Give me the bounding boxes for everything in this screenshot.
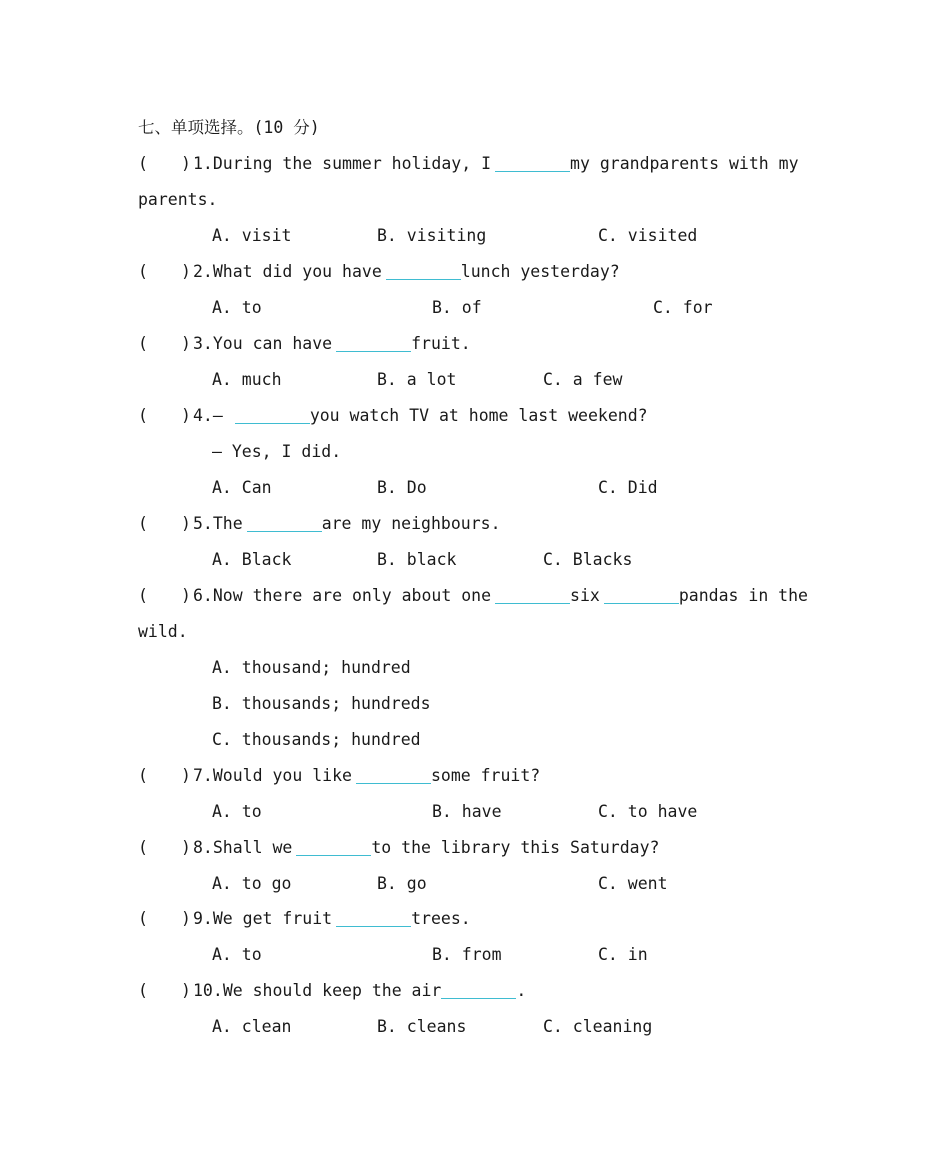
question-text <box>193 514 501 534</box>
question-number: 4. <box>193 406 213 425</box>
option-a[interactable]: A. much <box>212 370 282 389</box>
question-stem-cont: some fruit? <box>430 766 541 785</box>
option-a[interactable]: A. thousand; hundred <box>212 658 411 677</box>
question-number: 3. <box>193 334 213 353</box>
question-stem: Shall we <box>212 838 293 857</box>
question-text <box>193 154 799 174</box>
answer-paren-close: ) <box>181 154 191 173</box>
question-stem: — <box>212 406 223 425</box>
question-number: 10. <box>193 981 223 1000</box>
question-stem: Now there are only about one <box>212 586 492 605</box>
question-stem: We should keep the air <box>222 981 442 1000</box>
option-c[interactable]: C. in <box>598 945 648 964</box>
question-text <box>193 766 540 786</box>
option-c[interactable]: C. to have <box>598 802 698 821</box>
answer-paren-close: ) <box>181 981 191 1000</box>
answer-blank[interactable] <box>495 587 570 604</box>
question-text <box>193 262 620 282</box>
question-number: 1. <box>193 154 213 173</box>
question-continuation: wild. <box>138 622 188 641</box>
question-stem-cont: trees. <box>411 909 471 928</box>
answer-paren-open: ( <box>138 154 148 173</box>
question-stem-cont: lunch yesterday? <box>460 262 620 281</box>
answer-paren-open: ( <box>138 262 148 281</box>
option-b[interactable]: B. of <box>432 298 482 317</box>
question-stem-cont: my grandparents with my <box>570 154 799 173</box>
answer-paren-open: ( <box>138 334 148 353</box>
question-number: 2. <box>193 262 213 281</box>
answer-paren-open: ( <box>138 909 148 928</box>
answer-blank[interactable] <box>495 155 570 172</box>
dialogue-answer: — Yes, I did. <box>212 442 342 461</box>
question-continuation: parents. <box>138 190 218 209</box>
answer-paren-open: ( <box>138 838 148 857</box>
question-number: 5. <box>193 514 213 533</box>
answer-blank[interactable] <box>356 767 431 784</box>
question-number: 8. <box>193 838 213 857</box>
answer-paren-open: ( <box>138 981 148 1000</box>
answer-blank[interactable] <box>604 587 679 604</box>
question-stem: What did you have <box>212 262 382 281</box>
option-a[interactable]: A. Can <box>212 478 272 497</box>
answer-paren-close: ) <box>181 838 191 857</box>
question-stem-mid: six <box>570 586 600 605</box>
answer-paren-close: ) <box>181 766 191 785</box>
option-b[interactable]: B. cleans <box>377 1017 467 1036</box>
answer-blank[interactable] <box>296 839 371 856</box>
answer-paren-open: ( <box>138 586 148 605</box>
option-c[interactable]: C. a few <box>543 370 623 389</box>
answer-paren-open: ( <box>138 766 148 785</box>
question-stem-cont: fruit. <box>411 334 471 353</box>
question-stem: The <box>212 514 243 533</box>
option-a[interactable]: A. to <box>212 802 262 821</box>
question-text <box>193 586 808 606</box>
option-b[interactable]: B. a lot <box>377 370 457 389</box>
question-stem-cont: . <box>516 981 527 1000</box>
option-b[interactable]: B. Do <box>377 478 427 497</box>
answer-paren-open: ( <box>138 514 148 533</box>
question-stem: You can have <box>212 334 333 353</box>
option-c[interactable]: C. for <box>653 298 713 317</box>
option-b[interactable]: B. from <box>432 945 502 964</box>
answer-paren-close: ) <box>181 334 191 353</box>
section-title: 七、单项选择。(10 分) <box>138 118 320 137</box>
option-c[interactable]: C. Blacks <box>543 550 633 569</box>
answer-blank[interactable] <box>441 982 516 999</box>
question-number: 9. <box>193 909 213 928</box>
question-stem-cont: are my neighbours. <box>321 514 501 533</box>
option-c[interactable]: C. Did <box>598 478 658 497</box>
question-text <box>193 981 526 1001</box>
answer-blank[interactable] <box>336 335 411 352</box>
question-number: 7. <box>193 766 213 785</box>
answer-paren-close: ) <box>181 406 191 425</box>
option-a[interactable]: A. to <box>212 945 262 964</box>
answer-paren-open: ( <box>138 406 148 425</box>
option-b[interactable]: B. thousands; hundreds <box>212 694 431 713</box>
question-text <box>193 334 471 354</box>
option-a[interactable]: A. visit <box>212 226 292 245</box>
question-stem-cont: pandas in the <box>678 586 808 605</box>
answer-paren-close: ) <box>181 262 191 281</box>
answer-blank[interactable] <box>247 515 322 532</box>
option-c[interactable]: C. cleaning <box>543 1017 653 1036</box>
answer-paren-close: ) <box>181 909 191 928</box>
question-stem-cont: to the library this Saturday? <box>371 838 660 857</box>
question-stem: We get fruit <box>212 909 333 928</box>
option-a[interactable]: A. to go <box>212 874 292 893</box>
option-b[interactable]: B. have <box>432 802 502 821</box>
question-stem-cont: you watch TV at home last weekend? <box>309 406 648 425</box>
answer-paren-close: ) <box>181 514 191 533</box>
option-c[interactable]: C. thousands; hundred <box>212 730 421 749</box>
option-c[interactable]: C. visited <box>598 226 698 245</box>
option-b[interactable]: B. visiting <box>377 226 487 245</box>
option-b[interactable]: B. go <box>377 874 427 893</box>
option-c[interactable]: C. went <box>598 874 668 893</box>
question-text <box>193 406 648 426</box>
question-number: 6. <box>193 586 213 605</box>
question-text <box>193 909 471 929</box>
option-a[interactable]: A. Black <box>212 550 292 569</box>
option-a[interactable]: A. to <box>212 298 262 317</box>
answer-paren-close: ) <box>181 586 191 605</box>
answer-blank[interactable] <box>235 407 310 424</box>
question-stem: Would you like <box>212 766 352 785</box>
answer-blank[interactable] <box>336 910 411 927</box>
answer-blank[interactable] <box>386 263 461 280</box>
option-a[interactable]: A. clean <box>212 1017 292 1036</box>
question-stem: During the summer holiday, I <box>212 154 492 173</box>
option-b[interactable]: B. black <box>377 550 457 569</box>
question-text <box>193 838 659 858</box>
